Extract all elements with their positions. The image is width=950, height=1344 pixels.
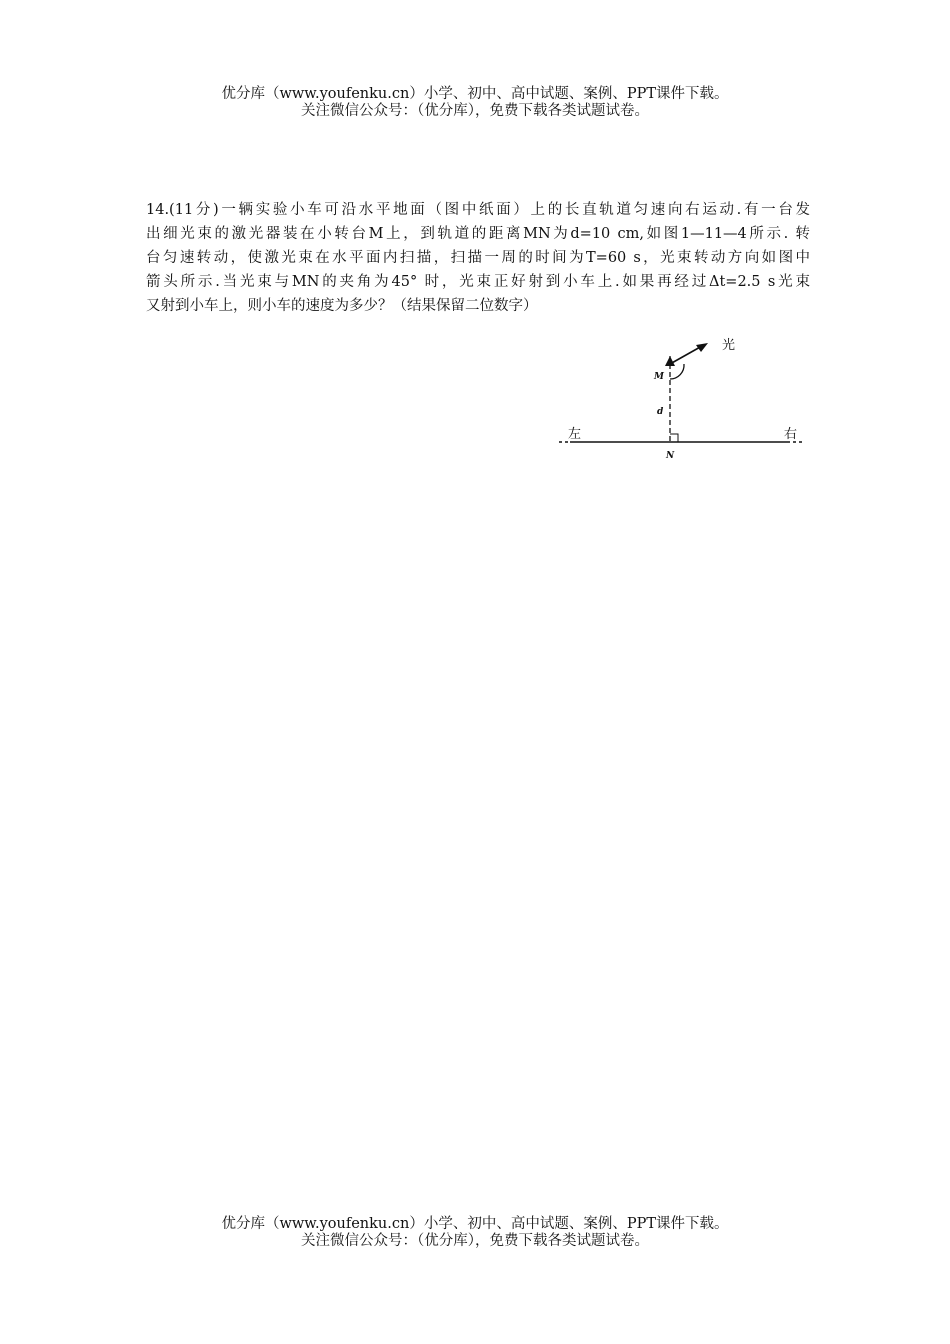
rotation-arc bbox=[670, 364, 684, 379]
footer-line-1: 优分库（www.youfenku.cn）小学、初中、高中试题、案例、PPT课件下载。 bbox=[221, 1216, 729, 1232]
page-footer bbox=[0, 1216, 950, 1250]
footer-line-2: 关注微信公众号：（优分库），免费下载各类试题试卷。 bbox=[301, 1233, 649, 1249]
header-line-1: 优分库（www.youfenku.cn）小学、初中、高中试题、案例、PPT课件下载。 bbox=[221, 86, 729, 102]
beam-arrow-icon bbox=[696, 343, 708, 352]
label-n: N bbox=[666, 451, 675, 461]
rotation-arrow-icon bbox=[665, 356, 675, 366]
problem-line-4: 箭头所示.当光束与MN的夹角为45° 时，光束正好射到小车上.如果再经过Δt=2.5 s光束 bbox=[146, 274, 810, 290]
problem-line-5: 又射到小车上，则小车的速度为多少？（结果保留二位数字） bbox=[146, 298, 538, 314]
laser-beam bbox=[670, 346, 702, 364]
label-right: 右 bbox=[784, 427, 798, 442]
problem-line-1: 14.(11分)一辆实验小车可沿水平地面（图中纸面）上的长直轨道匀速向右运动.有一台发 bbox=[146, 202, 810, 218]
label-d: d bbox=[657, 407, 664, 417]
problem-line-2: 出细光束的激光器装在小转台M上，到轨道的距离MN为d=10 cm,如图1—11—4所示. 转 bbox=[146, 226, 810, 242]
page-header bbox=[0, 86, 950, 120]
problem-line-3: 台匀速转动，使激光束在水平面内扫描，扫描一周的时间为T=60 s，光束转动方向如图中 bbox=[146, 250, 810, 266]
header-line-2: 关注微信公众号：（优分库），免费下载各类试题试卷。 bbox=[301, 103, 649, 119]
right-angle-mark bbox=[670, 434, 678, 442]
label-m: M bbox=[654, 372, 664, 382]
problem-14 bbox=[146, 198, 810, 318]
label-left: 左 bbox=[568, 427, 582, 442]
laser-track-figure bbox=[552, 334, 808, 464]
figure-svg bbox=[552, 334, 808, 464]
label-light: 光 bbox=[722, 338, 736, 353]
